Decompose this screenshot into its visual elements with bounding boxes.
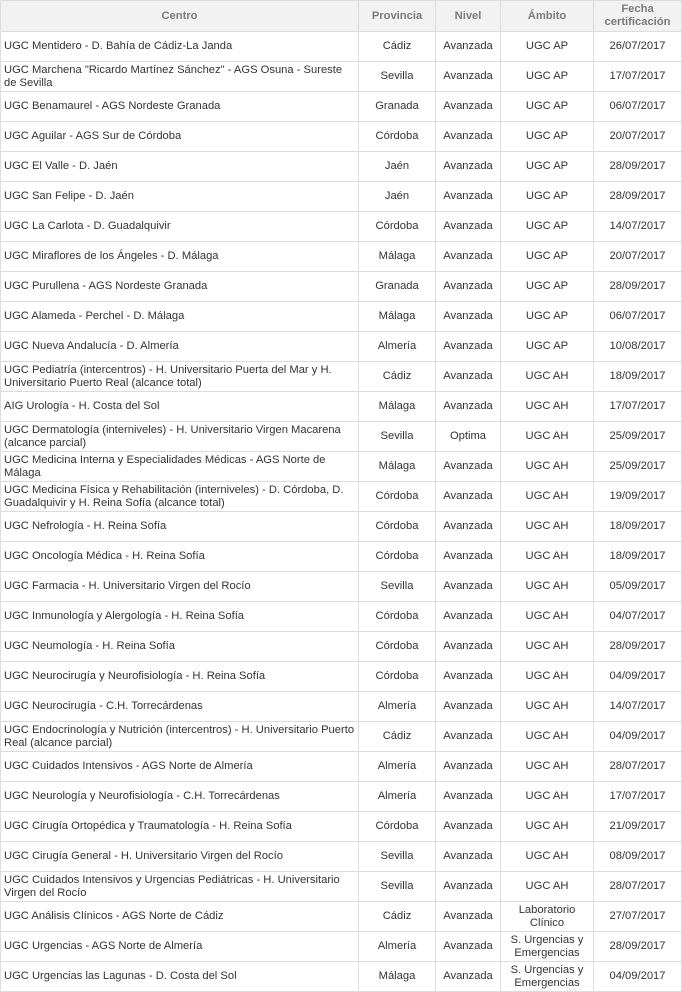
- table-row: [1, 872, 682, 902]
- cell-fecha: 18/09/2017: [594, 362, 682, 392]
- table-row: [1, 302, 682, 332]
- cell-ambito: UGC AP: [501, 242, 594, 272]
- cell-fecha: 06/07/2017: [594, 302, 682, 332]
- cell-fecha: 06/07/2017: [594, 92, 682, 122]
- cell-nivel: Avanzada: [436, 572, 501, 602]
- table-row: [1, 722, 682, 752]
- cell-ambito: UGC AH: [501, 812, 594, 842]
- cell-nivel: Avanzada: [436, 62, 501, 92]
- cell-ambito: UGC AH: [501, 632, 594, 662]
- cell-centro: UGC Urgencias - AGS Norte de Almería: [1, 932, 359, 962]
- cell-fecha: 08/09/2017: [594, 842, 682, 872]
- cell-fecha: 28/09/2017: [594, 182, 682, 212]
- cell-centro: UGC Pediatría (intercentros) - H. Universitario Puerta del Mar y H. Universitario Puerto Real (alcance total): [1, 362, 359, 392]
- cell-nivel: Avanzada: [436, 152, 501, 182]
- cell-centro: UGC Cuidados Intensivos - AGS Norte de Almería: [1, 752, 359, 782]
- table-row: [1, 512, 682, 542]
- table-row: [1, 662, 682, 692]
- header-centro[interactable]: Centro: [1, 1, 359, 32]
- cell-ambito: UGC AH: [501, 752, 594, 782]
- cell-provincia: Málaga: [359, 962, 436, 992]
- cell-ambito: UGC AH: [501, 422, 594, 452]
- cell-fecha: 14/07/2017: [594, 212, 682, 242]
- table-row: [1, 122, 682, 152]
- cell-ambito: UGC AP: [501, 32, 594, 62]
- table-row: [1, 182, 682, 212]
- table-body: [1, 32, 682, 992]
- cell-provincia: Málaga: [359, 392, 436, 422]
- cell-provincia: Córdoba: [359, 122, 436, 152]
- cell-ambito: UGC AP: [501, 272, 594, 302]
- cell-nivel: Avanzada: [436, 302, 501, 332]
- cell-fecha: 17/07/2017: [594, 62, 682, 92]
- cell-provincia: Almería: [359, 932, 436, 962]
- cell-ambito: UGC AP: [501, 332, 594, 362]
- cell-fecha: 04/07/2017: [594, 602, 682, 632]
- cell-provincia: Almería: [359, 782, 436, 812]
- table-row: [1, 32, 682, 62]
- cell-provincia: Cádiz: [359, 722, 436, 752]
- cell-fecha: 25/09/2017: [594, 452, 682, 482]
- cell-fecha: 28/07/2017: [594, 872, 682, 902]
- cell-centro: UGC Alameda - Perchel - D. Málaga: [1, 302, 359, 332]
- cell-provincia: Córdoba: [359, 212, 436, 242]
- table-row: [1, 362, 682, 392]
- cell-nivel: Avanzada: [436, 872, 501, 902]
- cell-provincia: Córdoba: [359, 482, 436, 512]
- cell-ambito: UGC AH: [501, 542, 594, 572]
- cell-provincia: Cádiz: [359, 32, 436, 62]
- cell-provincia: Jaén: [359, 152, 436, 182]
- cell-centro: UGC Nefrología - H. Reina Sofía: [1, 512, 359, 542]
- table-row: [1, 152, 682, 182]
- cell-nivel: Avanzada: [436, 332, 501, 362]
- cell-centro: UGC Neurocirugía y Neurofisiología - H. Reina Sofía: [1, 662, 359, 692]
- cell-nivel: Avanzada: [436, 32, 501, 62]
- cell-centro: UGC El Valle - D. Jaén: [1, 152, 359, 182]
- cell-fecha: 14/07/2017: [594, 692, 682, 722]
- cell-provincia: Córdoba: [359, 542, 436, 572]
- table-row: [1, 242, 682, 272]
- cell-nivel: Optima: [436, 422, 501, 452]
- cell-ambito: UGC AP: [501, 152, 594, 182]
- cell-centro: UGC Inmunología y Alergología - H. Reina Sofía: [1, 602, 359, 632]
- header-nivel[interactable]: Nivel: [436, 1, 501, 32]
- cell-centro: UGC Cirugía General - H. Universitario Virgen del Rocío: [1, 842, 359, 872]
- cell-ambito: UGC AH: [501, 842, 594, 872]
- cell-nivel: Avanzada: [436, 902, 501, 932]
- table-row: [1, 332, 682, 362]
- table-row: [1, 632, 682, 662]
- cell-centro: UGC San Felipe - D. Jaén: [1, 182, 359, 212]
- cell-provincia: Granada: [359, 272, 436, 302]
- cell-ambito: UGC AH: [501, 872, 594, 902]
- cell-provincia: Málaga: [359, 302, 436, 332]
- cell-nivel: Avanzada: [436, 122, 501, 152]
- cell-fecha: 28/09/2017: [594, 932, 682, 962]
- cell-centro: UGC Cuidados Intensivos y Urgencias Pediátricas - H. Universitario Virgen del Rocío: [1, 872, 359, 902]
- cell-nivel: Avanzada: [436, 632, 501, 662]
- cell-nivel: Avanzada: [436, 362, 501, 392]
- cell-provincia: Sevilla: [359, 872, 436, 902]
- cell-nivel: Avanzada: [436, 752, 501, 782]
- cell-ambito: UGC AP: [501, 302, 594, 332]
- cell-ambito: UGC AP: [501, 92, 594, 122]
- cell-ambito: UGC AH: [501, 452, 594, 482]
- table-row: [1, 212, 682, 242]
- cell-centro: UGC Aguilar - AGS Sur de Córdoba: [1, 122, 359, 152]
- table-row: [1, 272, 682, 302]
- cell-ambito: UGC AP: [501, 212, 594, 242]
- cell-ambito: UGC AH: [501, 722, 594, 752]
- cell-nivel: Avanzada: [436, 962, 501, 992]
- cell-ambito: S. Urgencias y Emergencias: [501, 962, 594, 992]
- cell-centro: UGC Nueva Andalucía - D. Almería: [1, 332, 359, 362]
- cell-fecha: 18/09/2017: [594, 542, 682, 572]
- cell-ambito: Laboratorio Clínico: [501, 902, 594, 932]
- cell-nivel: Avanzada: [436, 662, 501, 692]
- cell-fecha: 28/09/2017: [594, 152, 682, 182]
- cell-nivel: Avanzada: [436, 842, 501, 872]
- cell-provincia: Córdoba: [359, 662, 436, 692]
- cell-fecha: 28/09/2017: [594, 632, 682, 662]
- cell-provincia: Sevilla: [359, 842, 436, 872]
- cell-centro: UGC Miraflores de los Ángeles - D. Málaga: [1, 242, 359, 272]
- cell-provincia: Cádiz: [359, 362, 436, 392]
- cell-nivel: Avanzada: [436, 542, 501, 572]
- cell-ambito: UGC AH: [501, 482, 594, 512]
- table-row: [1, 482, 682, 512]
- cell-provincia: Córdoba: [359, 512, 436, 542]
- table-row: [1, 542, 682, 572]
- cell-centro: UGC Purullena - AGS Nordeste Granada: [1, 272, 359, 302]
- table-row: [1, 602, 682, 632]
- cell-ambito: UGC AH: [501, 602, 594, 632]
- table-row: [1, 92, 682, 122]
- cell-centro: UGC Medicina Interna y Especialidades Médicas - AGS Norte de Málaga: [1, 452, 359, 482]
- cell-provincia: Almería: [359, 752, 436, 782]
- cell-ambito: UGC AH: [501, 662, 594, 692]
- table-row: [1, 62, 682, 92]
- table-row: [1, 692, 682, 722]
- cell-fecha: 04/09/2017: [594, 962, 682, 992]
- table-row: [1, 842, 682, 872]
- cell-centro: UGC Análisis Clínicos - AGS Norte de Cádiz: [1, 902, 359, 932]
- cell-centro: UGC Marchena "Ricardo Martínez Sánchez" - AGS Osuna - Sureste de Sevilla: [1, 62, 359, 92]
- table-row: [1, 572, 682, 602]
- header-fecha[interactable]: Fecha certificación: [594, 1, 682, 32]
- cell-ambito: UGC AH: [501, 782, 594, 812]
- cell-ambito: UGC AH: [501, 392, 594, 422]
- cell-ambito: UGC AP: [501, 182, 594, 212]
- cell-centro: AIG Urología - H. Costa del Sol: [1, 392, 359, 422]
- cell-ambito: S. Urgencias y Emergencias: [501, 932, 594, 962]
- cell-fecha: 05/09/2017: [594, 572, 682, 602]
- cell-fecha: 19/09/2017: [594, 482, 682, 512]
- cell-nivel: Avanzada: [436, 692, 501, 722]
- cell-provincia: Almería: [359, 332, 436, 362]
- cell-centro: UGC Oncología Médica - H. Reina Sofía: [1, 542, 359, 572]
- cell-centro: UGC Neurología y Neurofisiología - C.H. Torrecárdenas: [1, 782, 359, 812]
- cell-nivel: Avanzada: [436, 482, 501, 512]
- cell-nivel: Avanzada: [436, 782, 501, 812]
- table-row: [1, 422, 682, 452]
- cell-centro: UGC Medicina Física y Rehabilitación (interniveles) - D. Córdoba, D. Guadalquivir y H. Reina Sofía (alcance total): [1, 482, 359, 512]
- cell-nivel: Avanzada: [436, 932, 501, 962]
- cell-provincia: Granada: [359, 92, 436, 122]
- cell-centro: UGC Urgencias las Lagunas - D. Costa del Sol: [1, 962, 359, 992]
- cell-centro: UGC Benamaurel - AGS Nordeste Granada: [1, 92, 359, 122]
- cell-ambito: UGC AH: [501, 572, 594, 602]
- cell-nivel: Avanzada: [436, 242, 501, 272]
- cell-fecha: 28/07/2017: [594, 752, 682, 782]
- table-row: [1, 782, 682, 812]
- cell-ambito: UGC AH: [501, 362, 594, 392]
- cell-provincia: Córdoba: [359, 602, 436, 632]
- cell-fecha: 17/07/2017: [594, 392, 682, 422]
- cell-provincia: Sevilla: [359, 572, 436, 602]
- cell-provincia: Córdoba: [359, 632, 436, 662]
- cell-fecha: 26/07/2017: [594, 32, 682, 62]
- cell-fecha: 04/09/2017: [594, 722, 682, 752]
- cell-centro: UGC Dermatología (interniveles) - H. Universitario Virgen Macarena (alcance parcial): [1, 422, 359, 452]
- cell-fecha: 21/09/2017: [594, 812, 682, 842]
- cell-fecha: 28/09/2017: [594, 272, 682, 302]
- table-row: [1, 932, 682, 962]
- cell-centro: UGC Neurocirugía - C.H. Torrecárdenas: [1, 692, 359, 722]
- table-row: [1, 752, 682, 782]
- cell-provincia: Sevilla: [359, 422, 436, 452]
- cell-provincia: Jaén: [359, 182, 436, 212]
- table-row: [1, 392, 682, 422]
- cell-fecha: 27/07/2017: [594, 902, 682, 932]
- cell-ambito: UGC AH: [501, 692, 594, 722]
- cell-nivel: Avanzada: [436, 272, 501, 302]
- cell-nivel: Avanzada: [436, 512, 501, 542]
- cell-nivel: Avanzada: [436, 212, 501, 242]
- header-row: [1, 1, 682, 32]
- cell-fecha: 10/08/2017: [594, 332, 682, 362]
- cell-nivel: Avanzada: [436, 182, 501, 212]
- header-provincia[interactable]: Provincia: [359, 1, 436, 32]
- cell-fecha: 18/09/2017: [594, 512, 682, 542]
- cell-nivel: Avanzada: [436, 92, 501, 122]
- cell-centro: UGC Farmacia - H. Universitario Virgen del Rocío: [1, 572, 359, 602]
- cell-nivel: Avanzada: [436, 392, 501, 422]
- cell-centro: UGC La Carlota - D. Guadalquivir: [1, 212, 359, 242]
- cell-fecha: 20/07/2017: [594, 242, 682, 272]
- cell-provincia: Córdoba: [359, 812, 436, 842]
- cell-ambito: UGC AH: [501, 512, 594, 542]
- cell-ambito: UGC AP: [501, 62, 594, 92]
- cell-provincia: Málaga: [359, 452, 436, 482]
- table-row: [1, 452, 682, 482]
- table-row: [1, 962, 682, 992]
- cell-nivel: Avanzada: [436, 452, 501, 482]
- cell-fecha: 20/07/2017: [594, 122, 682, 152]
- cell-nivel: Avanzada: [436, 602, 501, 632]
- cell-centro: UGC Endocrinología y Nutrición (intercentros) - H. Universitario Puerto Real (alcance parcial): [1, 722, 359, 752]
- cell-nivel: Avanzada: [436, 722, 501, 752]
- cell-centro: UGC Mentidero - D. Bahía de Cádiz-La Janda: [1, 32, 359, 62]
- cell-centro: UGC Cirugía Ortopédica y Traumatología - H. Reina Sofía: [1, 812, 359, 842]
- cell-nivel: Avanzada: [436, 812, 501, 842]
- cell-provincia: Almería: [359, 692, 436, 722]
- cell-provincia: Sevilla: [359, 62, 436, 92]
- table-row: [1, 902, 682, 932]
- cell-fecha: 25/09/2017: [594, 422, 682, 452]
- cell-provincia: Cádiz: [359, 902, 436, 932]
- cell-ambito: UGC AP: [501, 122, 594, 152]
- cell-fecha: 04/09/2017: [594, 662, 682, 692]
- cell-fecha: 17/07/2017: [594, 782, 682, 812]
- header-ambito[interactable]: Ámbito: [501, 1, 594, 32]
- table-row: [1, 812, 682, 842]
- cell-centro: UGC Neumología - H. Reina Sofía: [1, 632, 359, 662]
- cell-provincia: Málaga: [359, 242, 436, 272]
